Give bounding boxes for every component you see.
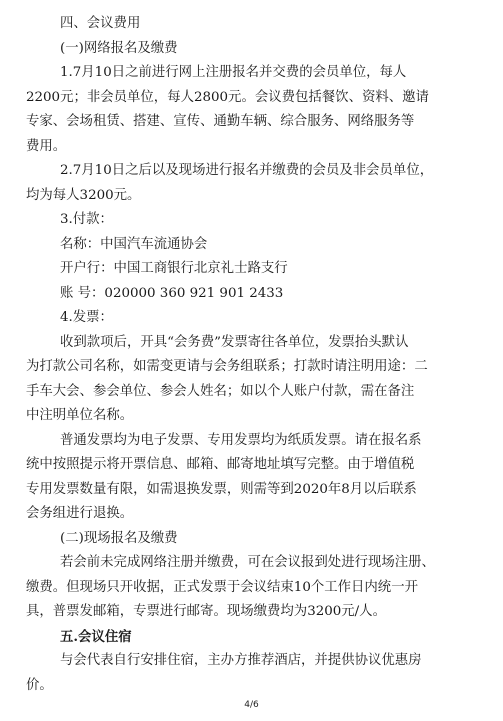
paragraph-line: 均为每人3200元。 [26,187,141,203]
paragraph-line: 与会代表自行安排住宿，主办方推荐酒店，并提供协议优惠房 [60,653,422,668]
paragraph-line: 1.7月10日之前进行网上注册报名并交费的会员单位，每人 [60,65,407,80]
paragraph-line: 专家、会场租赁、搭建、宣传、通勤车辆、综合服务、网络服务等 [26,114,415,129]
paragraph-line: 为打款公司名称，如需变更请与会务组联系；打款时请注明用途：二 [26,359,428,374]
paragraph-line: 统中按照提示将开票信息、邮箱、邮寄地址填写完整。由于增值税 [26,457,415,472]
account-name: 名称：中国汽车流通协会 [60,236,208,252]
section-heading-fees: 四、会议费用 [60,16,141,31]
paragraph-line: 2.7月10日之后以及现场进行报名并缴费的会员及非会员单位， [60,163,434,178]
paragraph-line: 收到款项后，开具“会务费”发票寄往各单位，发票抬头默认 [60,334,409,350]
paragraph-line: 手车大会、参会单位、参会人姓名；如以个人账户付款，需在备注 [26,383,415,399]
subheading-online-registration: (一)网络报名及缴费 [60,40,178,56]
paragraph-line: 专用发票数量有限，如需退换发票，则需等到2020年8月以后联系 [26,481,417,497]
paragraph-line: 普通发票均为电子发票、专用发票均为纸质发票。请在报名系 [60,432,422,448]
payment-heading: 3.付款： [60,212,113,227]
paragraph-line: 2200元；非会员单位，每人2800元。会议费包括餐饮、资料、邀请 [26,89,429,105]
section-heading-accommodation: 五.会议住宿 [60,628,132,645]
subheading-onsite-registration: (二)现场报名及缴费 [60,530,178,546]
paragraph-line: 价。 [26,677,53,693]
paragraph-line: 中注明单位名称。 [26,408,134,423]
bank-name: 开户行：中国工商银行北京礼士路支行 [60,261,288,276]
invoice-heading: 4.发票： [60,310,113,325]
paragraph-line: 若会前未完成网络注册并缴费，可在会议报到处进行现场注册、 [60,555,435,570]
paragraph-line: 具，普票发邮箱，专票进行邮寄。现场缴费均为3200元/人。 [26,604,386,619]
page-number: 4/6 [244,700,259,710]
paragraph-line: 会务组进行退换。 [26,506,134,521]
account-number: 账 号：020000 360 921 901 2433 [60,285,284,301]
paragraph-line: 费用。 [26,138,67,154]
paragraph-line: 缴费。但现场只开收据，正式发票于会议结束10个工作日内统一开 [26,579,418,595]
